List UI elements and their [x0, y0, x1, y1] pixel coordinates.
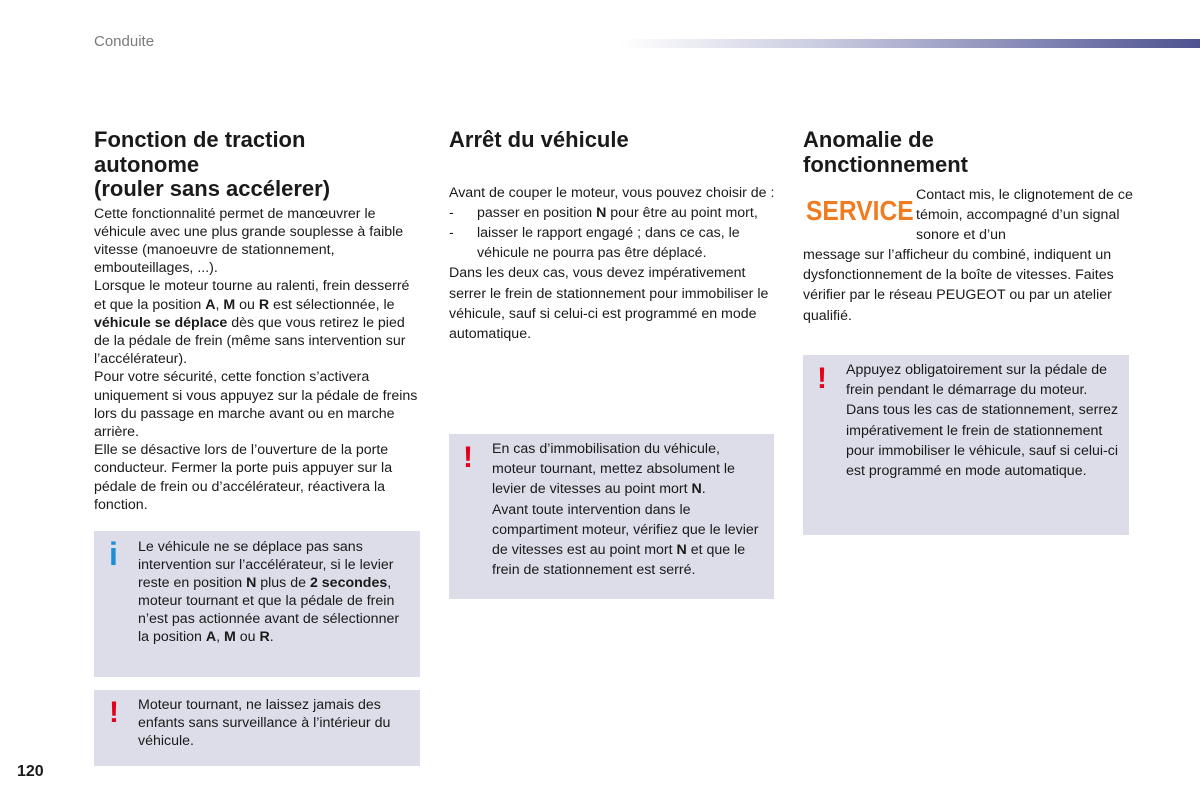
- list-item: - passer en position N pour être au point mort,: [449, 204, 758, 221]
- warning-text: Moteur tournant, ne laissez jamais des enfants sans surveillance à l’intérieur du véhicule.: [138, 697, 391, 750]
- warning-icon: !: [817, 362, 827, 395]
- section-title-traction: [94, 128, 424, 202]
- paragraph: Lorsque le moteur tourne au ralenti, frein desserré et que la position A, M ou R est sélectionnée, le véhicule se déplace dès que vous retirez le pied de la pédale de frein (même sans intervention sur l’accélérateur).: [94, 278, 410, 368]
- paragraph: Elle se désactive lors de l’ouverture de la porte conducteur. Fermer la porte puis appuyer sur la pédale de frein ou d’accélérateur, réactivera la fonction.: [94, 442, 393, 513]
- title-line: autonome: [94, 151, 200, 177]
- info-text: Le véhicule ne se déplace pas sans intervention sur l’accélérateur, si le levier reste en position N plus de 2 secondes, moteur tournant et que la pédale de frein n’est pas actionnée avant de sélectionner la position A, M ou R.: [138, 539, 400, 646]
- service-warning-icon: SERVICE: [806, 195, 914, 226]
- title-line: Anomalie de: [803, 127, 934, 152]
- warning-box: [449, 434, 774, 599]
- column-arret: [449, 128, 779, 344]
- title-line: Fonction de traction: [94, 127, 306, 152]
- warning-icon: !: [463, 441, 473, 474]
- column-traction: [94, 128, 424, 514]
- paragraph: Dans les deux cas, vous devez impérativement serrer le frein de stationnement pour immobiliser le véhicule, sauf si celui-ci est programmé en mode automatique.: [449, 265, 769, 342]
- header-gradient-bar: [620, 39, 1200, 48]
- paragraph: message sur l’afficheur du combiné, indiquent un dysfonctionnement de la boîte de vitesses. Faites vérifier par le réseau PEUGEOT ou par un atelier qualifié.: [803, 247, 1114, 324]
- title-line: (rouler sans accélerer): [94, 176, 331, 201]
- paragraph: Cette fonctionnalité permet de manœuvrer le véhicule avec une plus grande souplesse à faible vitesse (manoeuvre de stationnement, embouteillages, ...).: [94, 205, 404, 277]
- title-line: fonctionnement: [803, 151, 968, 177]
- paragraph: Avant de couper le moteur, vous pouvez choisir de :: [449, 184, 775, 201]
- info-box: [94, 531, 420, 677]
- paragraph: Contact mis, le clignotement de ce témoin, accompagné d’un signal sonore et d’un: [916, 187, 1133, 244]
- column-anomalie: [803, 128, 1133, 177]
- list-item: - laisser le rapport engagé ; dans ce cas, le véhicule ne pourra pas être déplacé.: [449, 224, 740, 262]
- running-header: Conduite: [94, 33, 155, 50]
- warning-text: En cas d’immobilisation du véhicule, moteur tournant, mettez absolument le levier de vitesses au point mort N. Avant toute intervention dans le compartiment moteur, vérifiez que le levier de vitesses est au point mort N et que le frein de stationnement est serré.: [492, 441, 759, 579]
- warning-text: Appuyez obligatoirement sur la pédale de frein pendant le démarrage du moteur. Dans tous les cas de stationnement, serrez impérativement le frein de stationnement pour immobiliser le véhicule, sauf si celui-ci est programmé en mode automatique.: [846, 362, 1119, 480]
- warning-box: [94, 690, 420, 766]
- section-title-anomalie: [803, 128, 1133, 177]
- warning-box: [803, 355, 1129, 535]
- warning-icon: !: [109, 696, 119, 729]
- info-icon: i: [109, 536, 118, 572]
- paragraph: Pour votre sécurité, cette fonction s’activera uniquement si vous appuyez sur la pédale de freins lors du passage en marche avant ou en marche arrière.: [94, 369, 418, 440]
- page-number: 120: [17, 763, 44, 780]
- section-title-arret: Arrêt du véhicule: [449, 127, 629, 152]
